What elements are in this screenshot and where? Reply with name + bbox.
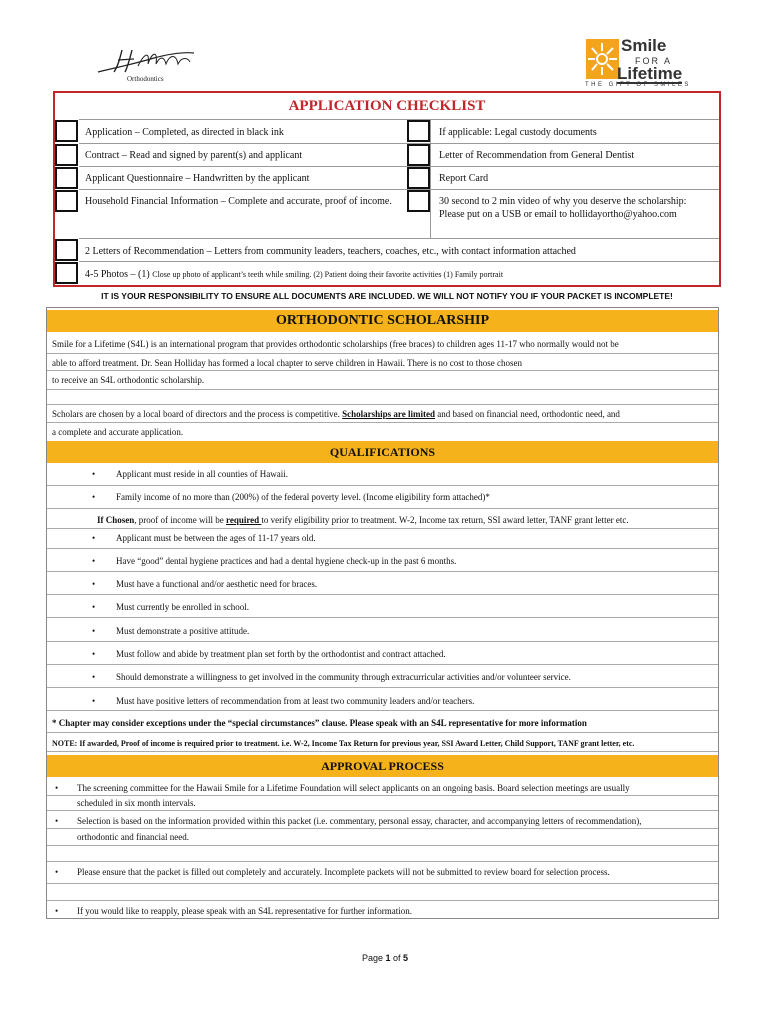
if-chosen-post: to verify eligibility prior to treatment. W-2, Income tax return, SSI award letter, TANF grant letter etc.	[261, 515, 629, 525]
bullet-icon: •	[55, 816, 59, 826]
row-rule	[47, 845, 718, 846]
page-total: 5	[403, 953, 409, 963]
selection-post: and based on financial need, orthodontic need, and	[435, 409, 620, 419]
row-rule	[47, 883, 718, 884]
bullet-icon: •	[92, 492, 96, 502]
bullet-icon: •	[92, 556, 96, 566]
approval-item: If you would like to reapply, please speak with an S4L representative for further information.	[77, 906, 412, 916]
proof-note: NOTE: If awarded, Proof of income is required prior to treatment. i.e. W-2, Income Tax Return for previous year, SSI Award Letter, Child Support, TANF grant letter, etc.	[52, 739, 635, 748]
qualification-item: Must have positive letters of recommendation from at least two community leaders and/or teachers.	[116, 696, 475, 706]
checklist-grid-line	[79, 189, 719, 190]
bullet-icon: •	[92, 579, 96, 589]
intro-line: Smile for a Lifetime (S4L) is an international program that provides orthodontic scholarships (free braces) to children ages 11-17 who normally would not be	[52, 339, 619, 349]
approval-item: scheduled in six month intervals.	[77, 798, 196, 808]
qualification-item: Have “good” dental hygiene practices and had a dental hygiene check-up in the past 6 months.	[116, 556, 457, 566]
if-chosen-line	[97, 515, 629, 526]
logo-word-smile: Smile	[621, 36, 667, 55]
intro-line: able to afford treatment. Dr. Sean Holliday has formed a local chapter to serve children in Hawaii. There is no cost to those chosen	[52, 358, 523, 368]
approval-item: Selection is based on the information provided within this packet (i.e. commentary, personal essay, character, and accompanying letters of recommendation),	[77, 816, 642, 826]
checkbox-custody-docs[interactable]	[407, 120, 430, 142]
approval-item: The screening committee for the Hawaii Smile for a Lifetime Foundation will select applicants on an ongoing basis. Board selection meetings are usually	[77, 783, 630, 793]
row-rule	[47, 404, 718, 405]
checklist-grid-line	[79, 238, 719, 239]
checklist-grid-line	[79, 261, 719, 262]
row-rule	[47, 795, 718, 796]
row-rule	[47, 422, 718, 423]
scholarship-section	[46, 307, 719, 919]
row-rule	[47, 751, 718, 752]
chapter-note: * Chapter may consider exceptions under the “special circumstances” clause. Please speak with an S4L representative for more information	[52, 718, 587, 728]
holliday-orthodontics-logo	[94, 44, 198, 86]
if-chosen-required: required	[226, 515, 262, 525]
bullet-icon: •	[92, 649, 96, 659]
checklist-title: APPLICATION CHECKLIST	[288, 98, 486, 114]
row-rule	[47, 571, 718, 572]
smile-for-a-lifetime-logo	[583, 36, 691, 92]
approval-item: orthodontic and financial need.	[77, 832, 189, 842]
bullet-icon: •	[55, 906, 59, 916]
row-rule	[47, 687, 718, 688]
row-rule	[47, 353, 718, 354]
bullet-icon: •	[55, 867, 59, 877]
logo-word-for-a: FOR A	[635, 56, 673, 66]
photos-rest: Close up photo of applicant’s teeth while smiling. (2) Patient doing their favorite activities (1) Family portrait	[152, 270, 504, 279]
if-chosen-mid: , proof of income will be	[134, 515, 226, 525]
row-rule	[47, 828, 718, 829]
scholarship-title: ORTHODONTIC SCHOLARSHIP	[47, 310, 718, 332]
checklist-item: Contract – Read and signed by parent(s) and applicant	[85, 150, 303, 161]
checklist-item: Household Financial Information – Complete and accurate, proof of income.	[85, 196, 392, 207]
row-rule	[47, 485, 718, 486]
photos-prefix: 4-5 Photos – (1)	[85, 269, 150, 280]
checkbox-photos[interactable]	[55, 262, 78, 284]
row-rule	[47, 641, 718, 642]
qualification-item: Must follow and abide by treatment plan set forth by the orthodontist and contract attached.	[116, 649, 446, 659]
checklist-grid-line	[79, 119, 719, 120]
qualification-item: Must have a functional and/or aesthetic need for braces.	[116, 579, 318, 589]
qualifications-title: QUALIFICATIONS	[47, 441, 718, 463]
checklist-item: Applicant Questionnaire – Handwritten by the applicant	[85, 173, 310, 184]
row-rule	[47, 528, 718, 529]
checkbox-letters[interactable]	[55, 239, 78, 261]
page-prefix: Page	[361, 953, 386, 963]
qualification-item: Must currently be enrolled in school.	[116, 602, 249, 612]
holliday-signature-icon	[94, 44, 198, 76]
qualification-item: Must demonstrate a positive attitude.	[116, 626, 250, 636]
bullet-icon: •	[92, 602, 96, 612]
logo-word-lifetime: Lifetime	[617, 64, 683, 83]
qualification-item: Family income of no more than (200%) of the federal poverty level. (Income eligibility form attached)*	[116, 492, 490, 502]
scholarships-limited: Scholarships are limited	[342, 409, 435, 419]
page-current: 1	[385, 953, 391, 963]
row-rule	[47, 732, 718, 733]
intro-line: to receive an S4L orthodontic scholarship.	[52, 375, 205, 385]
responsibility-notice: IT IS YOUR RESPONSIBILITY TO ENSURE ALL DOCUMENTS ARE INCLUDED. WE WILL NOT NOTIFY YOU IF YOUR PACKET IS INCOMPLETE!	[101, 291, 673, 301]
bullet-icon: •	[55, 783, 59, 793]
checklist-item: Application – Completed, as directed in black ink	[85, 127, 284, 138]
selection-line: a complete and accurate application.	[52, 427, 184, 437]
bullet-icon: •	[92, 533, 96, 543]
row-rule	[47, 900, 718, 901]
checklist-grid-line	[79, 143, 719, 144]
logo-subtitle: Orthodontics	[127, 75, 164, 83]
logo-tagline: THE GIFT OF SMILES	[585, 82, 691, 88]
checkbox-questionnaire[interactable]	[55, 167, 78, 189]
if-chosen-bold: If Chosen	[97, 515, 135, 525]
checklist-item: If applicable: Legal custody documents	[439, 127, 597, 138]
checklist-item: Report Card	[439, 173, 489, 184]
approval-title: APPROVAL PROCESS	[47, 755, 718, 777]
qualification-item: Applicant must be between the ages of 11-17 years old.	[116, 533, 316, 543]
row-rule	[47, 594, 718, 595]
row-rule	[47, 617, 718, 618]
checklist-item: 30 second to 2 min video of why you deserve the scholarship: Please put on a USB or email to hollidayortho@yahoo.com	[439, 196, 687, 220]
checkbox-application[interactable]	[55, 120, 78, 142]
qualification-item: Applicant must reside in all counties of Hawaii.	[116, 469, 288, 479]
row-rule	[47, 370, 718, 371]
checkbox-dentist-letter[interactable]	[407, 144, 430, 166]
row-rule	[47, 861, 718, 862]
qualification-item: Should demonstrate a willingness to get involved in the community through extracurricular activities and/or volunteer service.	[116, 672, 571, 682]
page-number	[0, 953, 770, 963]
checkbox-financial-info[interactable]	[55, 190, 78, 212]
checklist-item: 2 Letters of Recommendation – Letters from community leaders, teachers, coaches, etc., with contact information attached	[85, 246, 576, 257]
checkbox-report-card[interactable]	[407, 167, 430, 189]
row-rule	[47, 710, 718, 711]
sunburst-icon	[586, 39, 619, 79]
bullet-icon: •	[92, 469, 96, 479]
approval-item: Please ensure that the packet is filled out completely and accurately. Incomplete packets will not be submitted to review board for selection process.	[77, 867, 610, 877]
row-rule	[47, 810, 718, 811]
checklist-grid-line	[79, 166, 719, 167]
row-rule	[47, 548, 718, 549]
checkbox-video[interactable]	[407, 190, 430, 212]
application-checklist	[53, 91, 721, 287]
checkbox-contract[interactable]	[55, 144, 78, 166]
bullet-icon: •	[92, 696, 96, 706]
bullet-icon: •	[92, 672, 96, 682]
bullet-icon: •	[92, 626, 96, 636]
row-rule	[47, 508, 718, 509]
selection-line	[52, 409, 620, 420]
checklist-divider	[430, 119, 431, 238]
row-rule	[47, 664, 718, 665]
selection-pre: Scholars are chosen by a local board of directors and the process is competitive.	[52, 409, 343, 419]
checklist-item-photos	[85, 268, 715, 281]
row-rule	[47, 389, 718, 390]
checklist-item: Letter of Recommendation from General Dentist	[439, 150, 635, 161]
page-of: of	[390, 953, 404, 963]
